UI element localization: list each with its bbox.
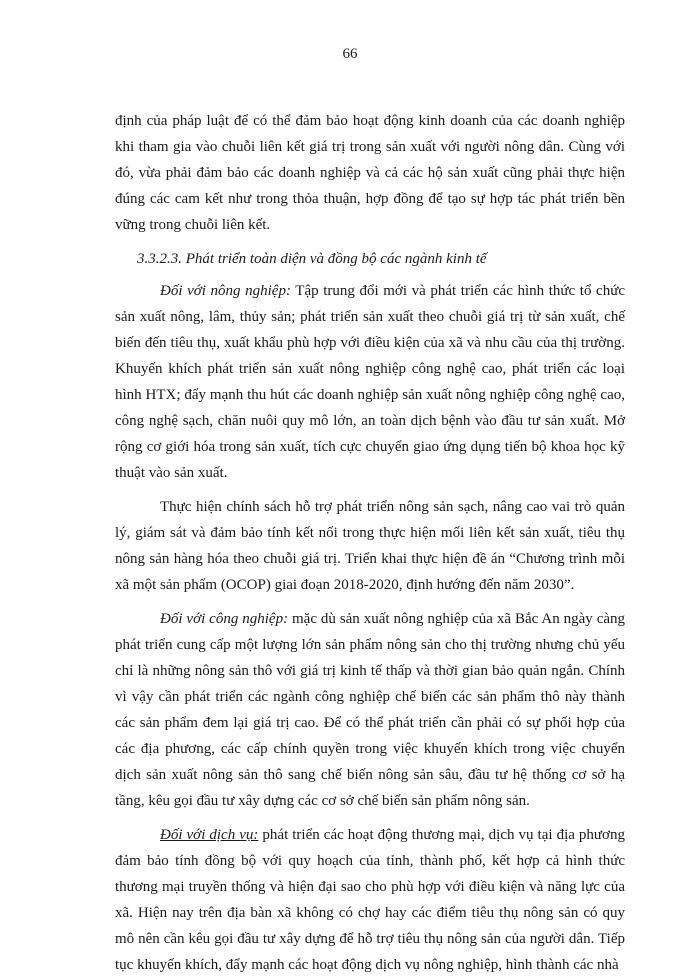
services-lead: Đối với dịch vụ: [160,827,259,843]
industry-lead: Đối với công nghiệp: [160,611,289,627]
paragraph-legal-framework: định của pháp luật để có thể đảm bảo hoạt động kinh doanh của các doanh nghiệp khi tham gia vào chuỗi liên kết giá trị trong sản xuất với người nông dân. Cùng với đó, vừa phải đảm bảo các doanh nghiệp và cả các hộ sản xuất cũng phải thực hiện đúng các cam kết như trong thỏa thuận, hợp đồng để tạo sự hợp tác phát triển bền vững trong chuỗi liên kết. [115,113,625,233]
industry-text: mặc dù sản xuất nông nghiệp của xã Bắc An ngày càng phát triển cung cấp một lượng lớn sản phẩm nông sản cho thị trường nhưng chủ yếu chỉ là những nông sản thô với giá trị kinh tế thấp và thời gian bảo quản ngắn. Chính vì vậy cần phát triển các ngành công nghiệp chế biến các sản phẩm thô này thành các sản phẩm đem lại giá trị cao. Để có thể phát triển cần phải có sự phối hợp của các địa phương, các cấp chính quyền trong việc khuyến khích trong việc chuyển dịch sản xuất nông sản thô sang chế biến nông sản sâu, đầu tư hệ thống cơ sở hạ tầng, kêu gọi đầu tư xây dựng các cơ sở chế biến sản phẩm nông sản. [115,611,626,809]
paragraph-industry [115,606,625,814]
paragraph-agriculture [115,278,625,486]
page-number: 66 [342,46,358,62]
section-heading: 3.3.2.3. Phát triển toàn diện và đồng bộ các ngành kinh tế [137,251,487,267]
paragraph-services [115,822,625,978]
agriculture-lead: Đối với nông nghiệp: [160,283,291,299]
document-body [115,108,625,978]
services-text: phát triển các hoạt động thương mại, dịch vụ tại địa phương đảm bảo tính đồng bộ với quy hoạch của tỉnh, thành phố, kết hợp cả hình thức thương mại truyền thống và hiện đại sao cho phù hợp với điều kiện và năng lực của xã. Hiện nay trên địa bàn xã không có chợ hay các điểm tiêu thụ nông sản có quy mô nên cần kêu gọi đầu tư xây dựng để hỗ trợ tiêu thụ nông sản của người dân. Tiếp tục khuyến khích, đẩy mạnh các hoạt động dịch vụ nông nghiệp, hình thành các nhà [115,827,625,973]
agriculture-text: Tập trung đổi mới và phát triển các hình thức tổ chức sản xuất nông, lâm, thủy sản; phát triển sản xuất theo chuỗi giá trị từ sản xuất, chế biến đến tiêu thụ, xuất khẩu phù hợp với điều kiện của xã và nhu cầu của thị trường. Khuyến khích phát triển sản xuất nông nghiệp công nghệ cao, phát triển các loại hình HTX; đẩy mạnh thu hút các doanh nghiệp sản xuất nông nghiệp công nghệ cao, công nghệ sạch, chăn nuôi quy mô lớn, an toàn dịch bệnh vào đầu tư sản xuất. Mở rộng cơ giới hóa trong sản xuất, tích cực chuyển giao ứng dụng tiến bộ khoa học kỹ thuật vào sản xuất. [115,283,626,481]
paragraph-policy: Thực hiện chính sách hỗ trợ phát triển nông sản sạch, nâng cao vai trò quản lý, giám sát và đảm bảo tính kết nối trong thực hiện mối liên kết sản xuất, tiêu thụ nông sản hàng hóa theo chuỗi giá trị. Triển khai thực hiện đề án “Chương trình mỗi xã một sản phẩm (OCOP) giai đoạn 2018-2020, định hướng đến năm 2030”. [115,499,625,593]
